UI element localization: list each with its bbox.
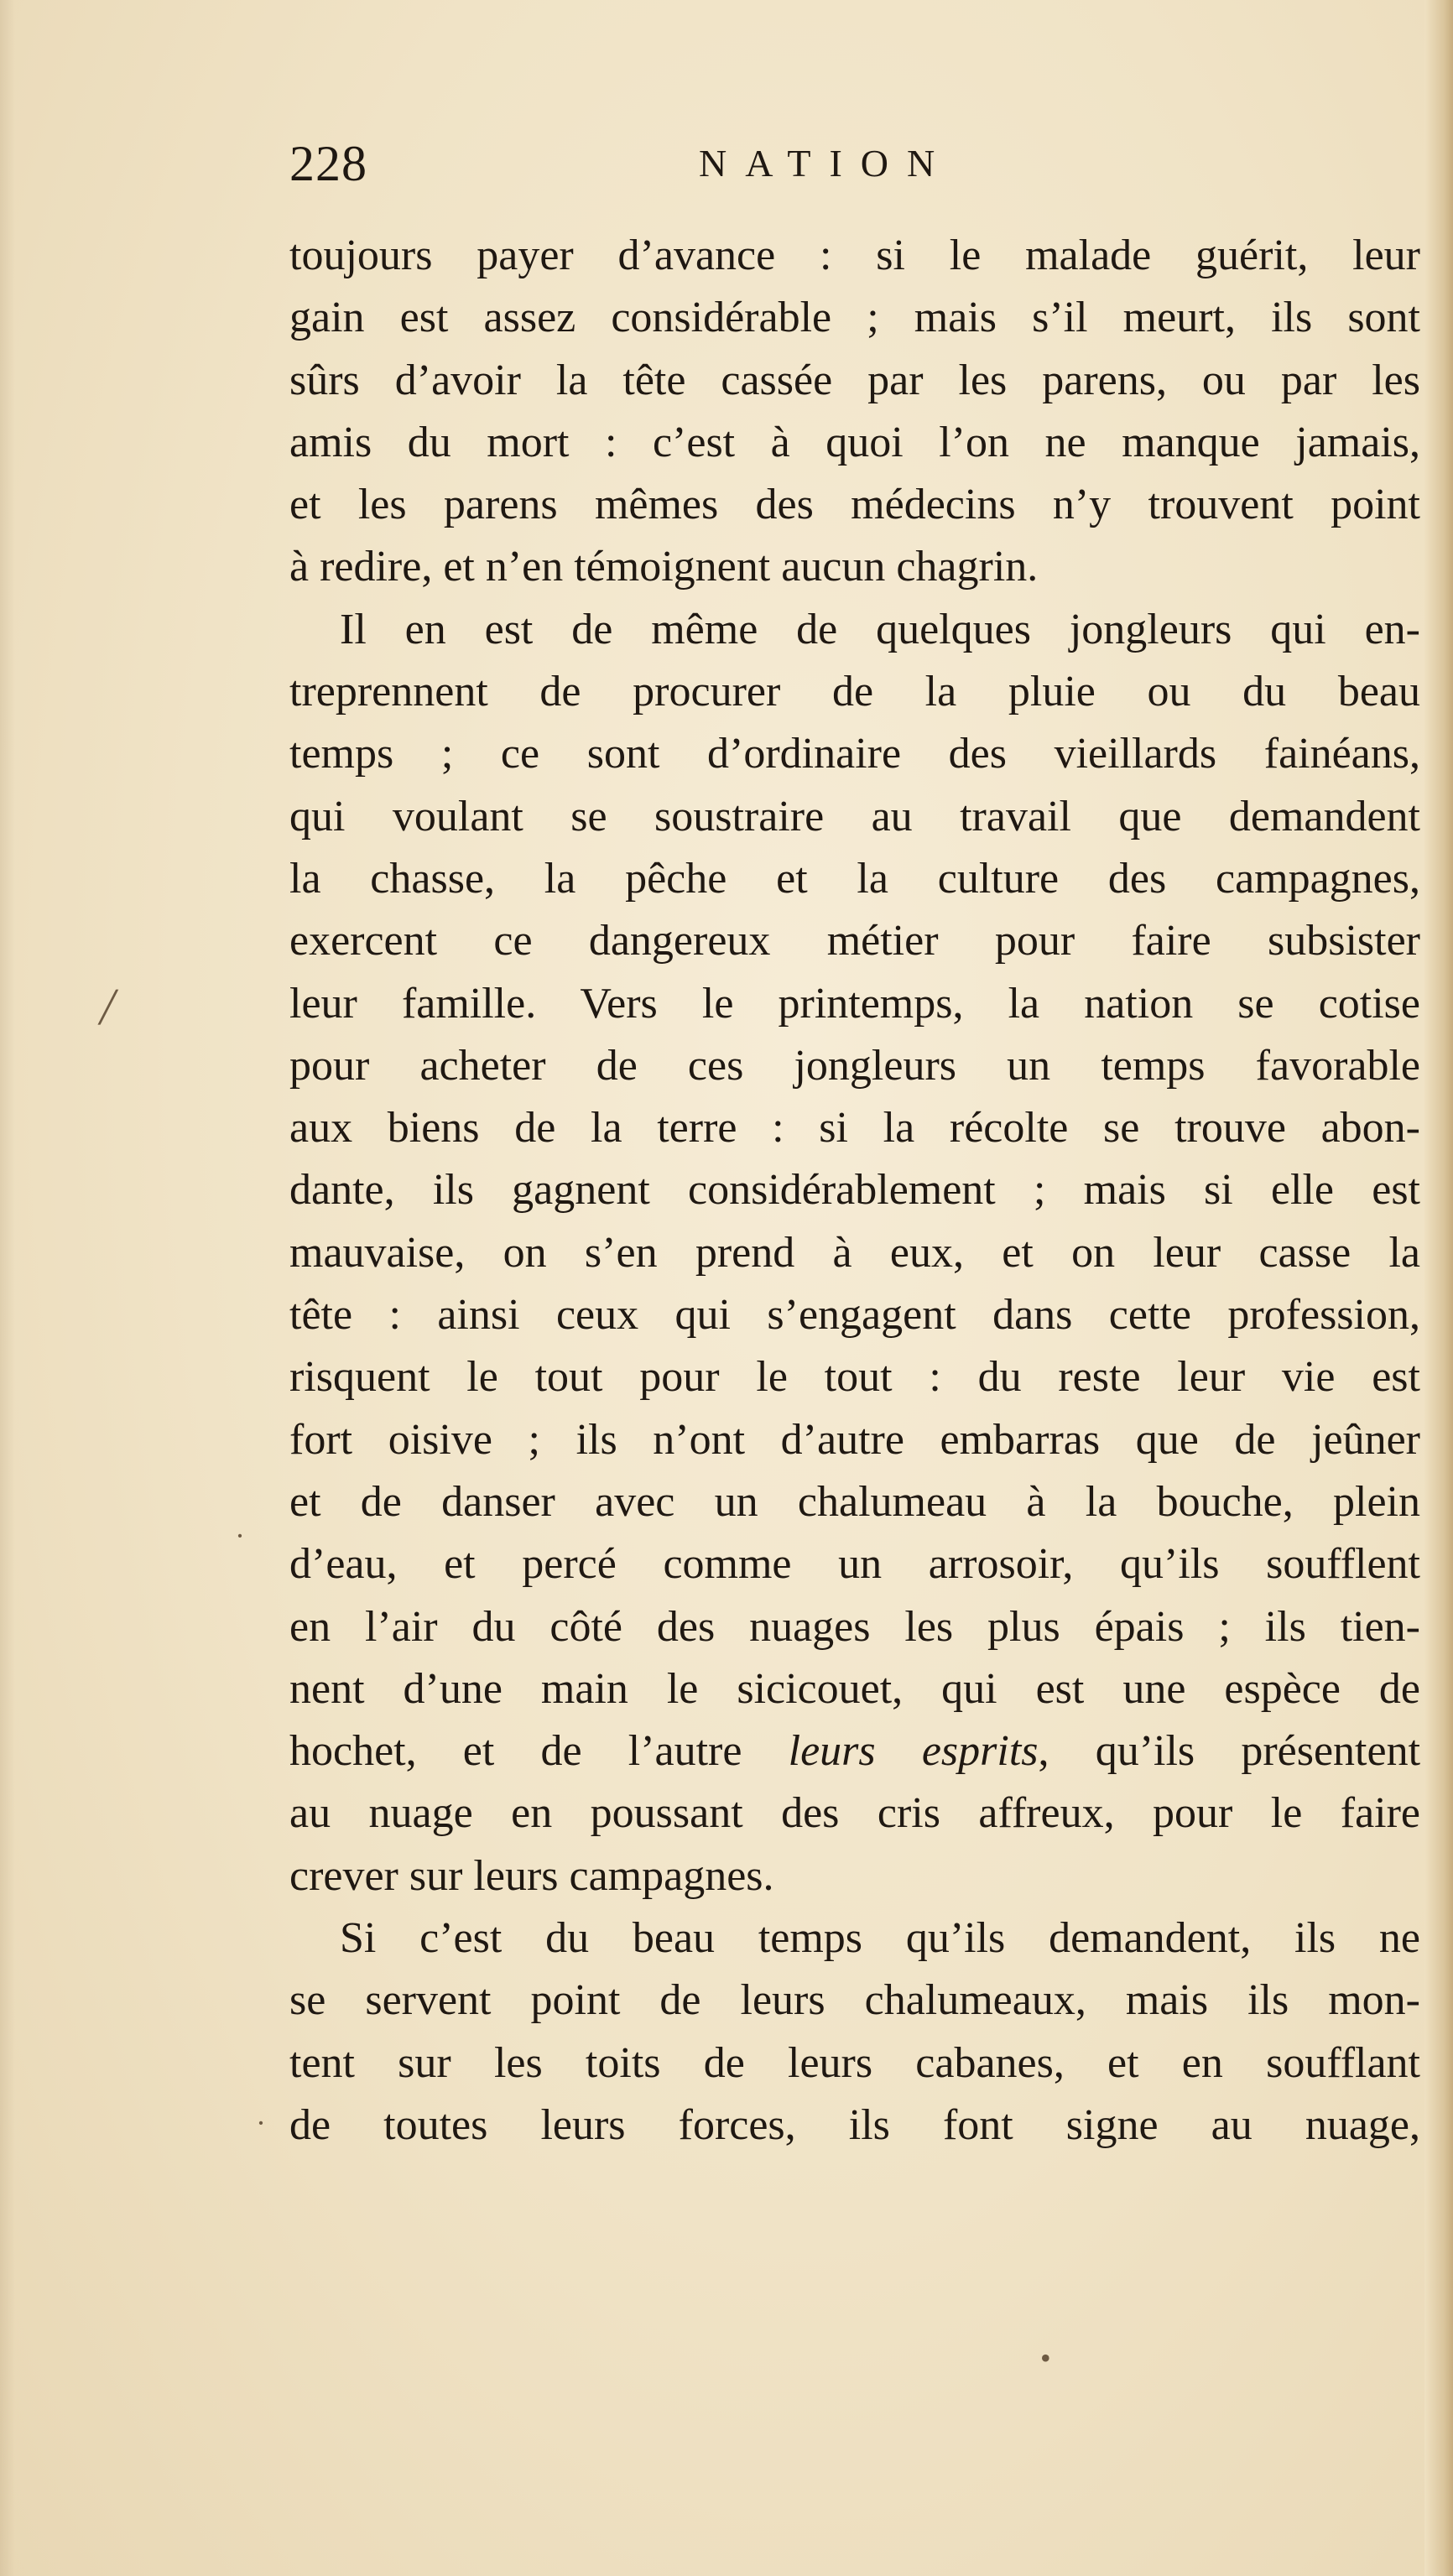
text-line: pour acheter de ces jongleurs un temps favorable xyxy=(289,1041,1420,1090)
text-line: fort oisive ; ils n’ont d’autre embarras que de jeûner xyxy=(289,1415,1420,1464)
page-edge xyxy=(1424,0,1453,2576)
text-line: risquent le tout pour le tout : du reste leur vie est xyxy=(289,1353,1420,1402)
text-line: en l’air du côté des nuages les plus épais ; ils tien- xyxy=(289,1602,1420,1651)
paragraph-start-line: Si c’est du beau temps qu’ils demandent, ils ne xyxy=(340,1914,1420,1963)
text-line: de toutes leurs forces, ils font signe au nuage, xyxy=(289,2100,1420,2149)
italic-phrase: leurs esprits xyxy=(788,1727,1039,1776)
text-line: à redire, et n’en témoignent aucun chagrin. xyxy=(289,543,1039,591)
text-line: tête : ainsi ceux qui s’engagent dans cette profession, xyxy=(289,1291,1420,1340)
margin-dot-mark: · xyxy=(235,1519,245,1553)
page-number: 228 xyxy=(289,136,367,191)
text-line: tent sur les toits de leurs cabanes, et en soufflant xyxy=(289,2038,1420,2087)
text-line: se servent point de leurs chalumeaux, mais ils mon- xyxy=(289,1976,1420,2025)
text-line: leur famille. Vers le printemps, la nation se cotise xyxy=(289,979,1420,1028)
paragraph-start-line: Il en est de même de quelques jongleurs qui en- xyxy=(340,605,1420,653)
text-segment: hochet, et de l’autre xyxy=(289,1727,742,1776)
text-line: toujours payer d’avance : si le malade guérit, leur xyxy=(289,232,1420,279)
text-line: crever sur leurs campagnes. xyxy=(289,1851,774,1900)
text-segment: , qu’ils présentent xyxy=(1038,1727,1420,1776)
text-line: treprennent de procurer de la pluie ou du beau xyxy=(289,668,1420,716)
stray-dot-mark: • xyxy=(1040,2341,1051,2375)
text-line: aux biens de la terre : si la récolte se trouve abon- xyxy=(289,1104,1420,1153)
text-line: d’eau, et percé comme un arrosoir, qu’ils soufflent xyxy=(289,1540,1420,1589)
text-line: exercent ce dangereux métier pour faire subsister xyxy=(289,917,1420,965)
text-line: qui voulant se soustraire au travail que demandent xyxy=(289,792,1420,840)
text-line: mauvaise, on s’en prend à eux, et on leur casse la xyxy=(289,1228,1420,1277)
text-line: et de danser avec un chalumeau à la bouche, plein xyxy=(289,1477,1420,1526)
margin-dot-mark: · xyxy=(256,2106,266,2140)
text-line: dante, ils gagnent considérablement ; mais si elle est xyxy=(289,1166,1420,1215)
page-header xyxy=(289,126,1447,201)
text-line: gain est assez considérable ; mais s’il meurt, ils sont xyxy=(289,294,1420,342)
margin-stroke-mark: ╱ xyxy=(99,991,117,1024)
page-gutter-shadow xyxy=(0,0,15,2576)
body-text xyxy=(289,225,1420,2157)
text-line-with-italic xyxy=(289,1720,1420,1782)
text-line: et les parens mêmes des médecins n’y trouvent point xyxy=(289,481,1420,529)
text-line: la chasse, la pêche et la culture des campagnes, xyxy=(289,854,1420,903)
text-line: au nuage en poussant des cris affreux, pour le faire xyxy=(289,1789,1420,1838)
text-line: sûrs d’avoir la tête cassée par les parens, ou par les xyxy=(289,356,1420,404)
text-line: amis du mort : c’est à quoi l’on ne manque jamais, xyxy=(289,418,1420,466)
running-head: NATION xyxy=(699,142,954,185)
text-line: temps ; ce sont d’ordinaire des vieillards fainéans, xyxy=(289,730,1420,778)
text-line: nent d’une main le sicicouet, qui est une espèce de xyxy=(289,1664,1420,1713)
